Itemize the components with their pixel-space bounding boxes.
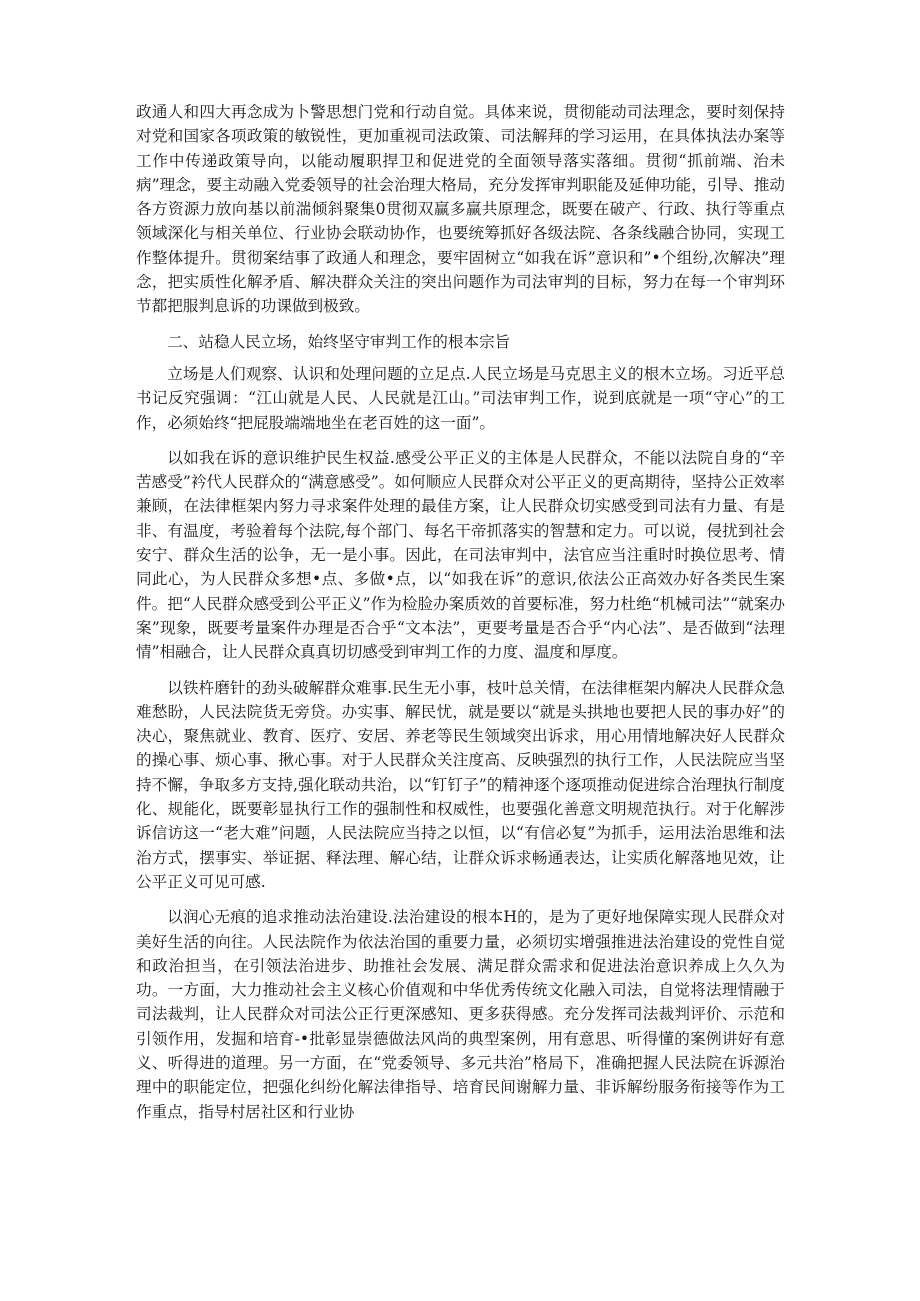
section-heading-people-stance: 二、站稳人民立场，始终坚守审判工作的根本宗旨 — [167, 332, 511, 351]
paragraph-people-stance: 立场是人们观察、认识和处理问题的立足点.人民立场是马克思主义的根木立场。习近平总书记反究强调：“江山就是人民、人民就是江山。”司法审判工作，说到底就是一项“守心”的工作，必须始终“把屁股端端地坐在老百姓的这一面”。 — [136, 364, 785, 432]
paragraph-public-difficulties: 以铁杵磨针的劲头破解群众难事.民生无小事，枝叶总关情，在法律框架内解决人民群众急难愁盼，人民法院货无旁贷。办实事、解民忧，就是要以“就是头拱地也要把人民的事办好”的决心，聚焦就业、教育、医疗、安居、养老等民生领域突出诉求，用心用情地解决好人民群众的操心事、烦心事、揪心事。对于人民群众关注度高、反映强烈的执行工作，人民法院应当坚持不懈，争取多方支持,强化联动共治，以“钉钉子”的精神逐个逐项推动促进综合治理执行制度化、规能化，既要彰显执行工作的强制性和权威性，也要强化善意文明规范执行。对于化解涉诉信访这一“老大难”问题，人民法院应当持之以恒，以“有信必复”为抓手，运用法治思维和法治方式，摆事实、举证据、释法理、解心结，让群众诉求畅通表达，让实质化解落地见效，让公平正义可见可感. — [136, 678, 785, 891]
paragraph-policy-ideas: 政通人和四大再念成为卜警思想门党和行动自觉。具体来说，贯彻能动司法理念，要时刻保持对党和国家各项政策的敏锐性，更加重视司法政策、司法解拜的学习运用，在具体执法办案等工作中传递政策导向，以能动履职捍卫和促进党的全面领导落实落细。贯彻“抓前端、治未病”理念，要主动融入党委领导的社会治理大格局，充分发挥审判职能及延伸功能，引导、推动各方资源力放向基以前湍倾斜聚集0贯彻双赢多赢共原理念，既要在破产、行政、执行等重点领域深化与相关单位、行业协会联动协作，也要统筹抓好各级法院、各条线融合协同，实现工作整体提升。贯彻案结事了政通人和理念，要牢固树立“如我在诉”意识和”•个组纷,次解决”理念，把实质性化解矛盾、解决群众关注的突出问题作为司法审判的目标，努力在每一个审判环节都把服判息诉的功课做到极致。 — [136, 103, 785, 316]
paragraph-rule-of-law: 以润心无痕的追求推动法治建设.法治建设的根本H的，是为了更好地保障实现人民群众对美好生活的向往。人民法院作为依法治国的重要力量，必须切实增强推进法治建设的党性自觉和政治担当，在引领法治进步、助推社会发展、满足群众需求和促进法治意识养成上久久为功。一方面，大力推动社会主义核心价值观和中华优秀传统文化融入司法，自觉将法理情融于司法裁判，让人民群众对司法公正行更深感知、更多获得感。充分发挥司法裁判评价、示范和引领作用，发掘和培育-•批彰显崇德做法风尚的典型案例，用有意思、听得懂的案例讲好有意义、听得进的道理。另一方面，在“党委领导、多元共治”格局下，准确把握人民法院在诉源治理中的职能定位，把强化纠纷化解法律指导、培育民间谢解力量、非诉解纷服务衔接等作为工作重点，指导村居社区和行业协 — [136, 908, 785, 1121]
paragraph-livelihood-rights: 以如我在诉的意识维护民生权益.感受公平正义的主体是人民群众，不能以法院自身的“辛苦感受”衿代人民群众的“满意感受”。如何顺应人民群众对公平正义的更高期待，坚持公正效率兼顾，在法律框架内努力寻求案件处理的最佳方案，让人民群众切实感受到司法有力量、有是非、有温度，考验着每个法院,每个部门、每名干帝抓落实的智慧和定力。可以说，侵扰到社会安宁、群众生活的讼争，无一是小事。因此，在司法审判中，法官应当注重时时换位思考、情同此心，为人民群众多想•点、多做•点，以“如我在诉”的意识,依法公正高效办好各类民生案件。把“人民群众感受到公平正义”作为检脸办案质效的首要标准，努力杜绝“机械司法”“就案办案”现象，既要考量案件办理是否合乎“文本法”，更要考量是否合乎“内心法”、是否做到“法理情”相融合，让人民群众真真切切感受到审判工作的力度、温度和厚度。 — [136, 448, 785, 662]
